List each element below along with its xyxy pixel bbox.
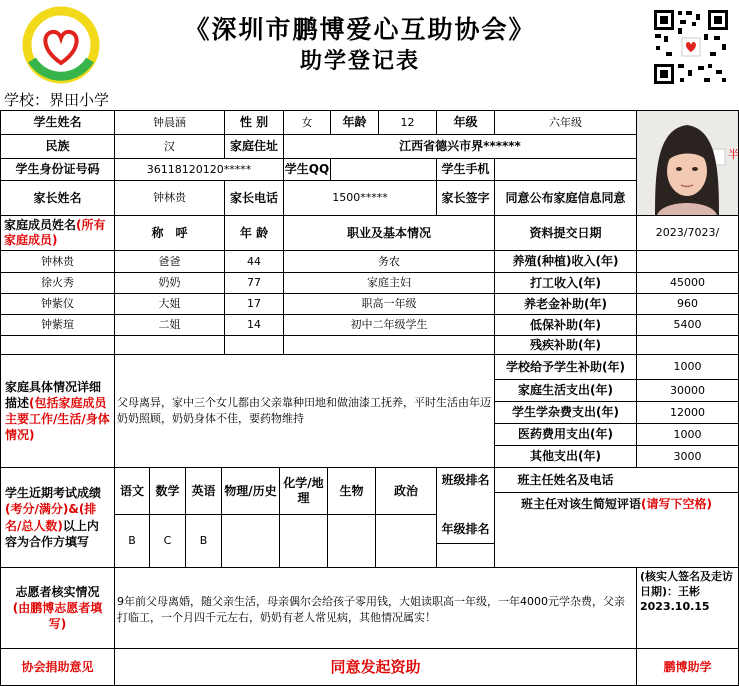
member-job: 家庭主妇 bbox=[367, 276, 411, 290]
visit-info bbox=[640, 570, 736, 615]
verify-label bbox=[1, 568, 114, 648]
teacher-comment-label bbox=[495, 493, 738, 515]
subject-score: B bbox=[199, 534, 208, 548]
student-phone-value[interactable] bbox=[495, 159, 636, 180]
exam-label-note: (考分/满分)&(排名/总人数) bbox=[5, 502, 97, 533]
parent-name-label: 家长姓名 bbox=[33, 190, 82, 205]
age-value: 12 bbox=[400, 115, 415, 129]
exam-label-text: 学生近期考试成绩 bbox=[5, 486, 102, 501]
member-age: 17 bbox=[247, 297, 261, 311]
heart-logo-icon bbox=[22, 6, 100, 84]
grade-rank-label: 年级排名 bbox=[441, 522, 490, 536]
subject-header: 语文 bbox=[119, 483, 144, 498]
subject-score bbox=[222, 515, 279, 567]
visit-date: 2023.10.15 bbox=[640, 599, 710, 613]
organization-name: 鹏博助学 bbox=[663, 659, 712, 674]
expense-label: 学校给予学生补助(年) bbox=[506, 359, 625, 374]
student-portrait-icon bbox=[637, 111, 738, 215]
qr-code bbox=[652, 8, 730, 86]
expense-label: 医药费用支出(年) bbox=[518, 427, 613, 441]
member-job: 职高一年级 bbox=[361, 297, 417, 311]
expense-value: 12000 bbox=[670, 405, 705, 419]
photo-edge-mark: 半 bbox=[728, 148, 739, 161]
form-title: 《深圳市鹏博爱心互助协会》 bbox=[184, 15, 536, 44]
form-subtitle: 助学登记表 bbox=[299, 48, 420, 74]
income-value bbox=[637, 251, 738, 272]
parent-name-value: 钟林贵 bbox=[153, 191, 186, 205]
gender-label: 性 别 bbox=[239, 115, 269, 129]
parent-phone-label: 家长电话 bbox=[229, 190, 278, 205]
member-name: 钟林贵 bbox=[41, 254, 74, 268]
member-name: 徐火秀 bbox=[41, 276, 74, 290]
donation-opinion-label: 协会捐助意见 bbox=[21, 659, 94, 674]
member-job: 初中二年级学生 bbox=[350, 318, 428, 332]
income-label: 养殖(种植)收入(年) bbox=[512, 254, 619, 268]
subject-score bbox=[328, 515, 375, 567]
situation-label-note: (包括家庭成员主要工作/生活/身体情况) bbox=[5, 395, 110, 443]
relation-column-header: 称 呼 bbox=[151, 225, 188, 240]
student-photo bbox=[637, 111, 738, 215]
exam-label-partner: 以上内容为合作方填写 bbox=[5, 518, 99, 549]
member-age: 14 bbox=[247, 318, 261, 332]
student-qq-value[interactable] bbox=[331, 159, 436, 180]
address-label: 家庭住址 bbox=[229, 139, 278, 153]
situation-label-text: 家庭具体情况详细描述 bbox=[5, 379, 102, 410]
parent-phone-value: 1500***** bbox=[332, 191, 388, 205]
id-number-label: 学生身份证号码 bbox=[15, 162, 100, 176]
family-header-note: (所有家庭成员) bbox=[4, 218, 106, 247]
job-column-header: 职业及基本情况 bbox=[346, 225, 431, 240]
subject-score: B bbox=[128, 534, 136, 548]
address-value: 江西省德兴市界****** bbox=[399, 139, 521, 153]
expense-value: 3000 bbox=[673, 449, 702, 463]
subject-header: 英语 bbox=[191, 483, 216, 498]
member-name: 钟紫仪 bbox=[41, 297, 74, 311]
member-age: 77 bbox=[247, 276, 261, 290]
situation-text: 父母离异，家中三个女儿都由父亲靠种田地和做油漆工抚养，平时生活由年迈奶奶照顾，奶奶身体不佳，要药物维持 bbox=[117, 396, 491, 425]
income-label: 低保补助(年) bbox=[530, 317, 601, 332]
grade-value: 六年级 bbox=[549, 115, 582, 129]
subject-header: 物理/历史 bbox=[224, 483, 277, 498]
grade-label: 年级 bbox=[453, 115, 478, 129]
family-header-text: 家庭成员姓名 bbox=[4, 218, 77, 232]
ethnicity-label: 民族 bbox=[45, 139, 70, 153]
expense-label: 家庭生活支出(年) bbox=[518, 383, 613, 397]
teacher-name-label: 班主任姓名及电话 bbox=[517, 472, 614, 487]
expense-label: 学生学杂费支出(年) bbox=[512, 405, 619, 419]
ethnicity-value: 汉 bbox=[164, 139, 175, 153]
income-value: 45000 bbox=[670, 276, 705, 290]
teacher-comment-hint: (请写下空格) bbox=[641, 496, 712, 511]
income-label: 打工收入(年) bbox=[530, 275, 601, 290]
income-label: 养老金补助(年) bbox=[524, 296, 607, 311]
member-relation: 二姐 bbox=[158, 318, 181, 332]
publish-consent-label: 同意公布家庭信息同意 bbox=[505, 190, 626, 205]
expense-value: 30000 bbox=[670, 383, 705, 397]
student-name-value: 钟晨涵 bbox=[153, 115, 186, 129]
gender-value: 女 bbox=[301, 115, 313, 129]
class-rank-label: 班级排名 bbox=[441, 472, 490, 487]
exam-label bbox=[1, 468, 114, 567]
age-label: 年龄 bbox=[342, 115, 367, 129]
age-column-header: 年 龄 bbox=[239, 225, 269, 240]
member-name: 钟紫瑄 bbox=[41, 318, 74, 332]
member-relation: 爸爸 bbox=[158, 254, 181, 268]
subject-score bbox=[376, 515, 436, 567]
income-value bbox=[637, 336, 738, 354]
association-logo bbox=[22, 6, 100, 84]
expense-label: 其他支出(年) bbox=[530, 449, 601, 463]
verify-label-text: 志愿者核实情况 bbox=[15, 584, 100, 599]
submit-date-value: 2023/7023/ bbox=[655, 226, 720, 240]
teacher-name-value[interactable] bbox=[637, 468, 738, 492]
subject-header: 生物 bbox=[339, 483, 364, 498]
income-value: 960 bbox=[677, 297, 698, 311]
subject-header: 政治 bbox=[393, 483, 418, 498]
subject-header: 化学/地理 bbox=[283, 476, 324, 505]
member-relation: 奶奶 bbox=[158, 276, 181, 290]
id-number-value: 36118120120***** bbox=[146, 162, 252, 176]
parent-sign-label: 家长签字 bbox=[441, 190, 490, 205]
expense-value: 1000 bbox=[673, 427, 702, 441]
family-members-header bbox=[1, 216, 114, 250]
subject-header: 数学 bbox=[155, 483, 180, 498]
verify-text: 9年前父母离婚，随父亲生活，母亲偶尔会给孩子零用钱，大姐读职高一年级，一年4000元学杂费，父亲打临工，一个月四千元左右，奶奶有老人常见病，其他情况属实！ bbox=[117, 595, 625, 624]
subject-score: C bbox=[163, 534, 172, 548]
expense-value: 1000 bbox=[673, 360, 702, 374]
student-qq-label: 学生QQ bbox=[284, 162, 330, 176]
submit-date-label: 资料提交日期 bbox=[529, 225, 602, 240]
student-phone-label: 学生手机 bbox=[441, 162, 490, 176]
teacher-comment-text: 班主任对该生简短评语 bbox=[521, 496, 642, 511]
student-name-label: 学生姓名 bbox=[33, 115, 82, 129]
verify-label-note: (由鹏博志愿者填写) bbox=[12, 600, 103, 632]
donation-decision: 同意发起资助 bbox=[330, 657, 421, 676]
member-job: 务农 bbox=[378, 254, 400, 268]
situation-label bbox=[1, 355, 114, 467]
income-value: 5400 bbox=[673, 318, 702, 332]
school-label: 学校：界田小学 bbox=[4, 91, 110, 109]
subject-score bbox=[280, 515, 327, 567]
member-relation: 大姐 bbox=[158, 297, 181, 311]
income-label: 残疾补助(年) bbox=[530, 337, 601, 352]
qr-code-icon bbox=[652, 8, 730, 86]
visit-signer: (核实人签名及走访日期)：王彬 bbox=[640, 570, 734, 598]
member-age: 44 bbox=[247, 254, 261, 268]
